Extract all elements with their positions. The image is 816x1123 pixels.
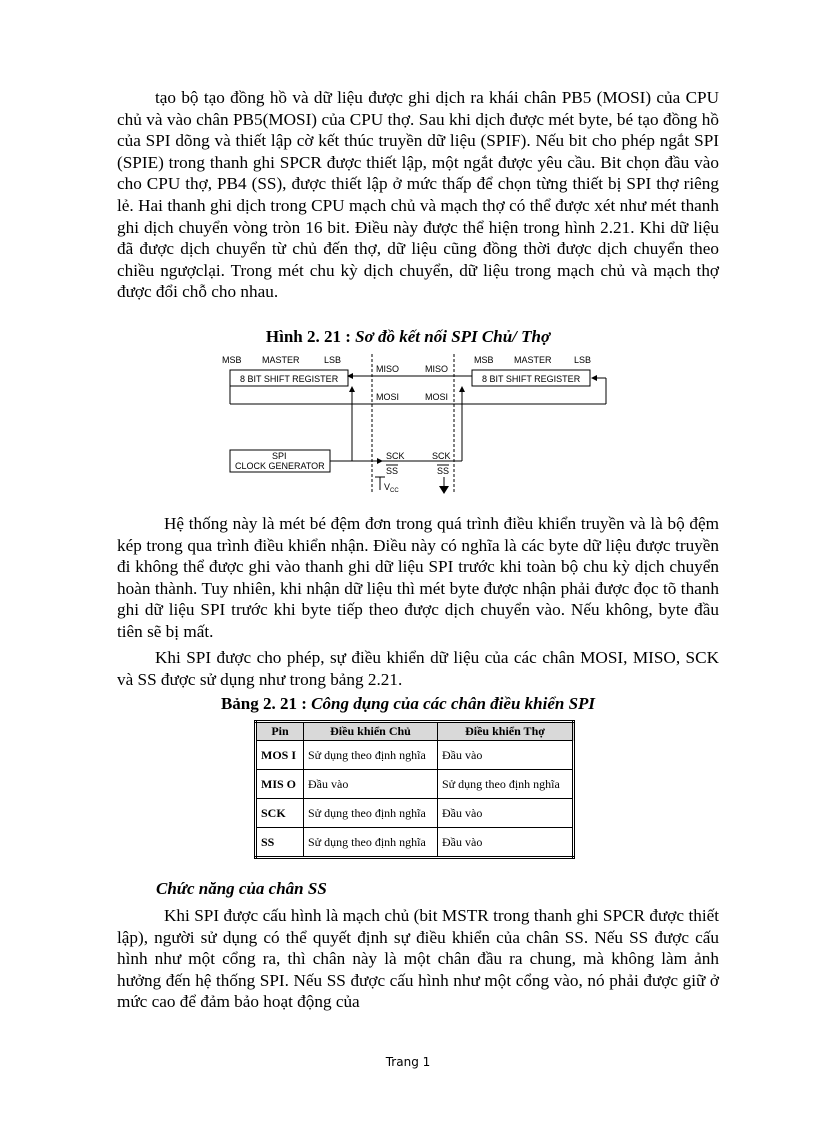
sck-master-label: SCK <box>386 451 405 461</box>
table-cell-slave: Đầu vào <box>438 741 574 770</box>
table-caption-title: Công dụng của các chân điều khiển SPI <box>311 694 596 713</box>
sck-slave-label: SCK <box>432 451 451 461</box>
master-lsb-label: LSB <box>324 355 342 365</box>
master-shift-register-label: 8 BIT SHIFT REGISTER <box>240 374 339 384</box>
table-cell-master: Sử dụng theo định nghĩa <box>304 799 438 828</box>
ground-arrow <box>439 486 449 494</box>
table-header-row <box>256 722 574 741</box>
figure-caption-sep: : <box>341 327 356 346</box>
ss-master-label: SS <box>386 466 399 476</box>
table-cell-slave: Đầu vào <box>438 828 574 858</box>
page-footer: Trang 1 <box>385 1055 431 1069</box>
slave-shift-register-label: 8 BIT SHIFT REGISTER <box>482 374 581 384</box>
mosi-master-label: MOSI <box>376 392 400 402</box>
table-cell-slave: Sử dụng theo định nghĩa <box>438 770 574 799</box>
table-cell-master: Đầu vào <box>304 770 438 799</box>
vcc-label-main: V <box>384 482 391 492</box>
table-cell-pin: SCK <box>256 799 304 828</box>
miso-master-label: MISO <box>376 364 400 374</box>
table-caption <box>0 694 816 714</box>
table-caption-sep: : <box>297 694 312 713</box>
vcc-label-sub: CC <box>390 488 399 494</box>
table-cell-master: Sử dụng theo định nghĩa <box>304 741 438 770</box>
figure-caption-label: Hình 2. 21 <box>265 327 341 346</box>
table-header-cell: Điều khiển Thợ <box>438 722 574 741</box>
section-subheading: Chức năng của chân SS <box>156 879 327 898</box>
table-cell-pin: MIS O <box>256 770 304 799</box>
table-row <box>256 828 574 858</box>
pin-control-table <box>254 720 575 859</box>
figure-caption-title: Sơ đồ kết nối SPI Chủ/ Thợ <box>355 327 551 346</box>
spi-diagram <box>222 352 612 497</box>
paragraph-buffer: Hệ thống này là mét bé đệm đơn trong quá trình điều khiển truyền và là bộ đệm kép trong qua trình điều khiển nhận. Điều này có nghĩa là các byte dữ liệu được truyền đi không thể được ghi vào thanh ghi dữ liệu SPI trước khi toàn bộ chu kỳ dịch chuyển hoàn thành. Tuy nhiên, khi nhận dữ liệu thì mét byte được nhận phải được đọc tõ thanh ghi dữ liệu SPI trước khi byte tiếp theo được dịch chuyển vào. Nếu không, byte đầu tiên sẽ bị mất. <box>117 514 719 641</box>
table-cell-pin: SS <box>256 828 304 858</box>
mosi-slave-label: MOSI <box>425 392 449 402</box>
paragraph-ss-function: Khi SPI được cấu hình là mạch chủ (bit MSTR trong thanh ghi SPCR được thiết lập), người sử dụng có thể quyết định sự điều khiển của chân SS. Nếu SS được cấu hình như một cổng ra, thì chân này là một chân đầu ra chung, mà không làm ảnh hưởng đến hệ thống SPI. Nếu SS được cấu hình như một cổng vào, nó phải được giữ ở mức cao để đảm bảo hoạt động của <box>117 906 719 1012</box>
master-msb-label: MSB <box>222 355 242 365</box>
master-label: MASTER <box>262 355 300 365</box>
vcc-label <box>384 482 399 494</box>
paragraph-pins: Khi SPI được cho phép, sự điều khiển dữ liệu của các chân MOSI, MISO, SCK và SS được sử dụng như trong bảng 2.21. <box>117 648 719 689</box>
table-cell-slave: Đầu vào <box>438 799 574 828</box>
table-header-cell: Điều khiển Chủ <box>304 722 438 741</box>
clock-generator-label: CLOCK GENERATOR <box>235 461 325 471</box>
slave-lsb-label: LSB <box>574 355 592 365</box>
table-caption-label: Bảng 2. 21 <box>220 694 297 713</box>
table-header-cell: Pin <box>256 722 304 741</box>
figure-caption <box>0 327 816 347</box>
table-row <box>256 741 574 770</box>
paragraph-intro: tạo bộ tạo đồng hồ và dữ liệu được ghi dịch ra khái chân PB5 (MOSI) của CPU chủ và vào chân PB5(MOSI) của CPU thợ. Sau khi dịch được mét byte, bé tạo đồng hồ của SPI dõng và thiết lập cờ kết thúc truyền dữ liệu (SPIF). Nếu bit cho phép ngắt SPI (SPIE) trong thanh ghi SPCR được thiết lập, một ngắt được yêu cầu. Bit chọn đầu vào cho CPU thợ, PB4 (SS), được thiết lập ở mức thấp để chọn từng thiết bị SPI thợ riêng lẻ. Hai thanh ghi dịch trong CPU mạch chủ và mạch thợ có thể được xét như mét thanh ghi dịch chuyển vòng tròn 16 bit. Điều này được thể hiện trong hình 2.21. Khi dữ liệu đã được dịch chuyển từ chủ đến thợ, dữ liệu cũng đồng thời được dịch chuyển theo chiều ngượclại. Trong mét chu kỳ dịch chuyển, dữ liệu trong mạch chủ và mạch thợ được đổi chỗ cho nhau. <box>117 88 719 302</box>
spi-label: SPI <box>272 451 287 461</box>
slave-label: MASTER <box>514 355 552 365</box>
ss-slave-label: SS <box>437 466 450 476</box>
miso-slave-label: MISO <box>425 364 449 374</box>
table-cell-master: Sử dụng theo định nghĩa <box>304 828 438 858</box>
table-row <box>256 770 574 799</box>
table-row <box>256 799 574 828</box>
slave-msb-label: MSB <box>474 355 494 365</box>
table-cell-pin: MOS I <box>256 741 304 770</box>
